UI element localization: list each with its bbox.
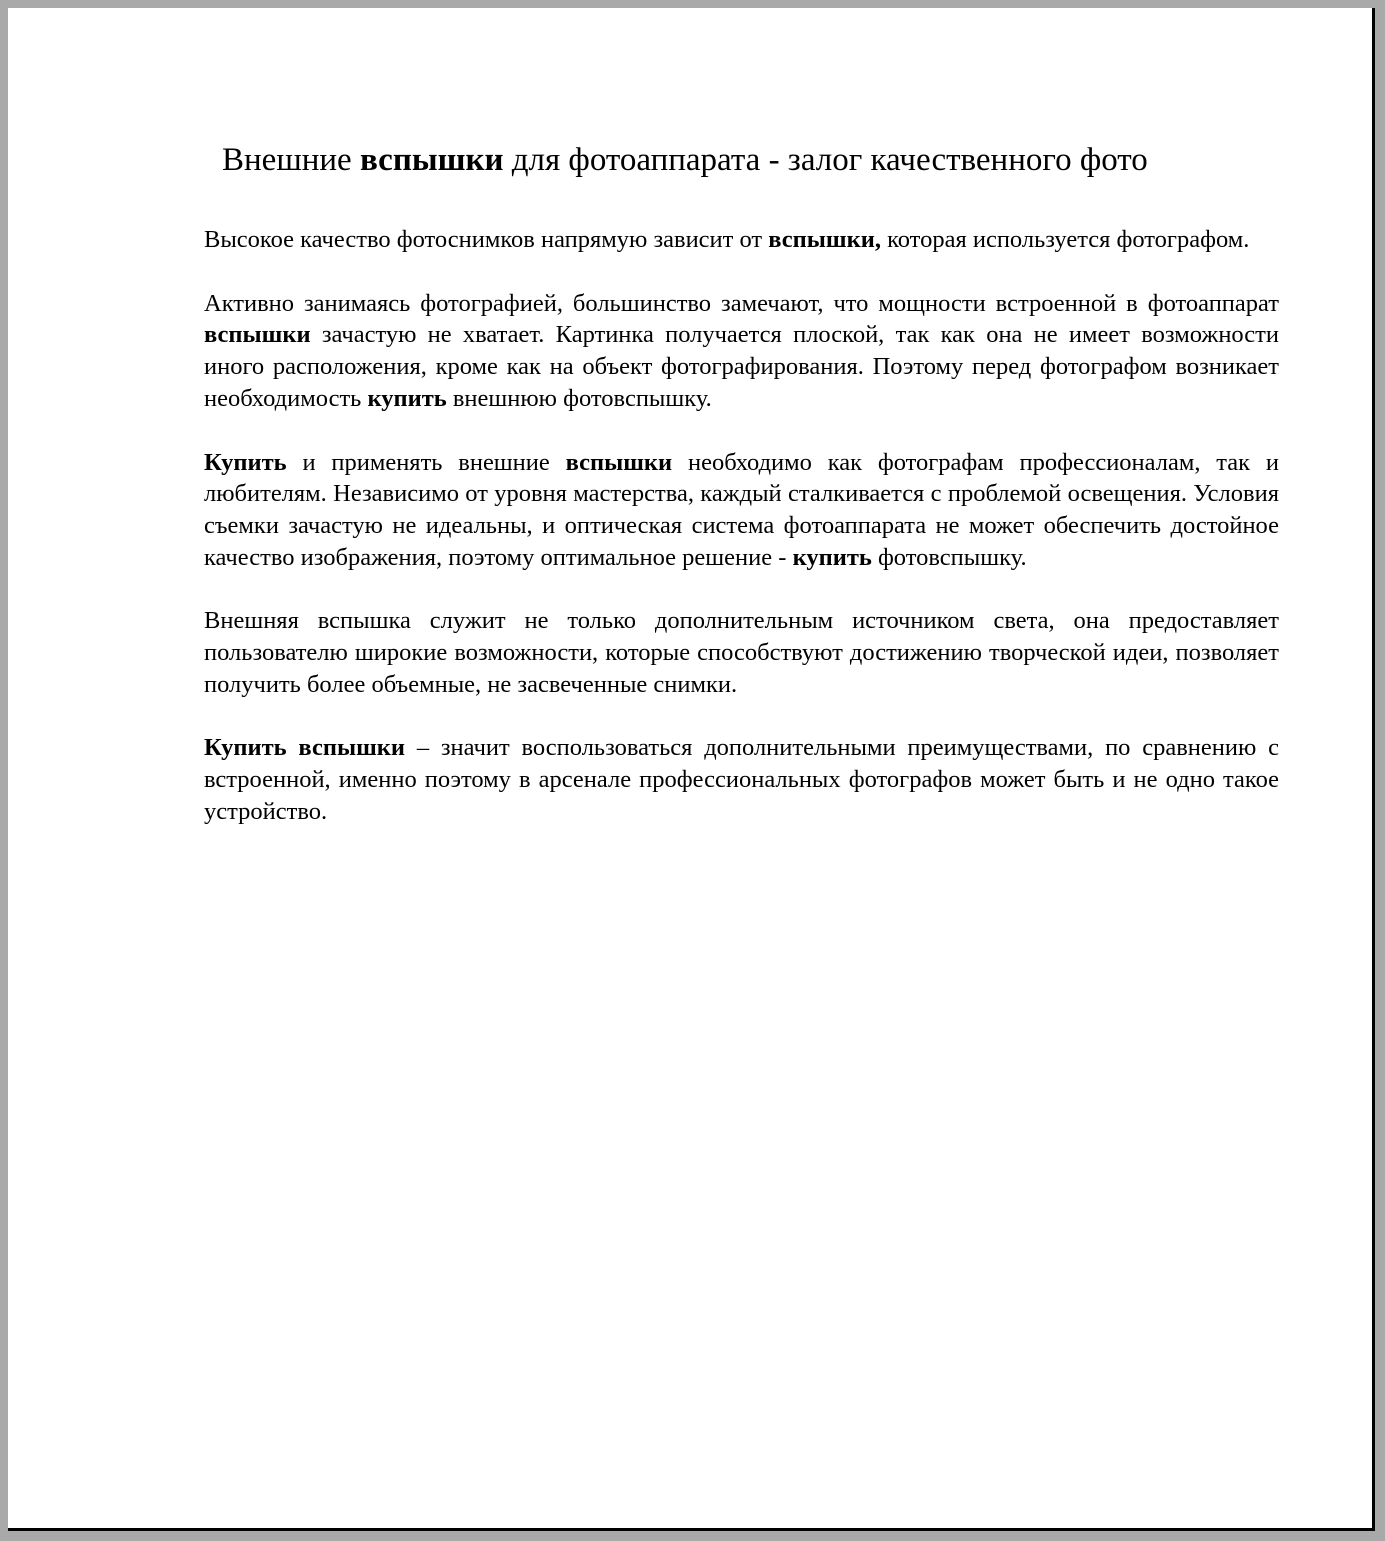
paragraph-bold-text: вспышки, [768,226,881,253]
paragraph-text: внешнюю фотовспышку. [446,384,712,412]
paragraph-text: Высокое качество фотоснимков напрямую зависит от [204,226,769,253]
title-text: Внешние [222,142,360,178]
document-page [8,8,1375,1531]
paragraph-bold-text: Купить [204,448,287,476]
paragraph-text: фотовспышку. [871,543,1027,571]
paragraph-3 [204,447,1279,574]
paragraph-text: необходимо как фотографам профессионалам, так и любителям. Независимо от уровня мастерства, каждый сталкивается с проблемой освещения. Условия съемки зачастую не идеальны, и оптическая система фотоаппарата не может обеспечить достойное качество изображения, поэтому оптимальное решение - [204,448,1279,571]
paragraph-text: Активно занимаясь фотографией, большинство замечают, что мощности встроенной в фотоаппарат [204,289,1279,317]
paragraph-4 [204,605,1279,700]
paragraph-2 [204,288,1279,415]
paragraph-text: и применять внешние [286,448,566,476]
paragraph-1 [204,224,1279,256]
paragraph-text: которая используется фотографом. [880,226,1250,253]
paragraph-bold-text: купить [792,543,872,571]
paragraph-text: – значит воспользоваться дополнительными преимуществами, по сравнению с встроенной, именно поэтому в арсенале профессиональных фотографов может быть и не одно такое устройство. [204,734,1280,825]
paragraph-bold-text: вспышки [204,321,311,349]
paragraph-bold-text: Купить вспышки [204,734,406,762]
document-title [204,138,1279,182]
title-text: для фотоаппарата - залог качественного фото [503,142,1148,178]
paragraph-bold-text: купить [367,384,447,412]
paragraph-5 [204,732,1279,827]
paragraph-bold-text: вспышки [565,448,673,476]
title-bold-text: вспышки [359,142,504,178]
paragraph-text: Внешняя вспышка служит не только дополнительным источником света, она предоставляет пользователю широкие возможности, которые способствуют достижению творческой идеи, позволяет получить более объемные, не засвеченные снимки. [204,607,1279,698]
page-content [204,138,1279,860]
paragraph-text: зачастую не хватает. Картинка получается плоской, так как она не имеет возможности иного расположения, кроме как на объект фотографирования. Поэтому перед фотографом возникает необходимость [204,321,1279,412]
